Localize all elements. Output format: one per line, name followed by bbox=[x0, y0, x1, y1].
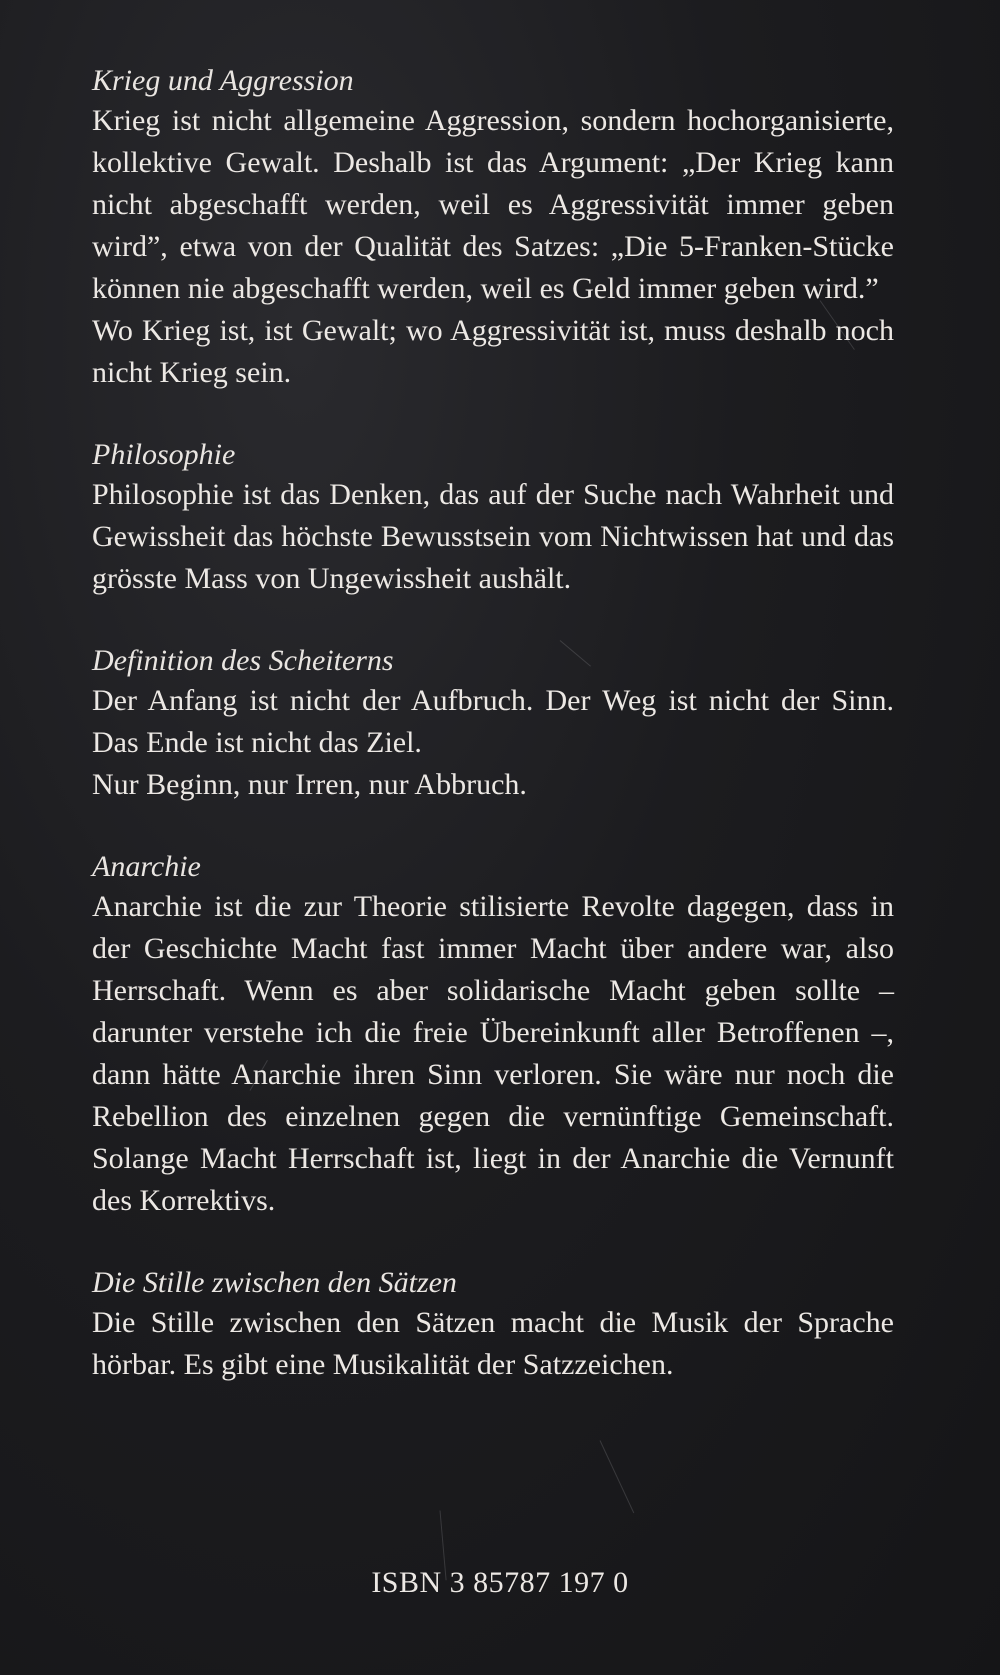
section-paragraph: Die Stille zwischen den Sätzen macht die Musik der Sprache hörbar. Es gibt eine Musikalität der Satzzeichen. bbox=[92, 1306, 894, 1381]
section-heading: Anarchie bbox=[92, 850, 201, 883]
isbn-number: ISBN 3 85787 197 0 bbox=[371, 1566, 629, 1599]
section-definition-des-scheiterns bbox=[92, 642, 894, 806]
section-paragraph: Krieg ist nicht allgemeine Aggression, sondern hochorganisierte, kollektive Gewalt. Deshalb ist das Argument: „Der Krieg kann nicht abgeschafft werden, weil es Aggressivität immer geben wird”, etwa von der Qualität des Satzes: „Die 5-Franken-Stücke können nie abgeschafft werden, weil es Geld immer geben wird.” bbox=[92, 104, 894, 305]
section-paragraph: Anarchie ist die zur Theorie stilisierte Revolte dagegen, dass in der Geschichte Macht fast immer Macht über andere war, also Herrschaft. Wenn es aber solidarische Macht geben sollte – darunter verstehe ich die freie Übereinkunft aller Betroffenen –, dann hätte Anarchie ihren Sinn verloren. Sie wäre nur noch die Rebellion des einzelnen gegen die vernünftige Gemeinschaft. Solange Macht Herrschaft ist, liegt in der Anarchie die Vernunft des Korrektivs. bbox=[92, 890, 894, 1217]
section-krieg-und-aggression bbox=[92, 62, 894, 394]
section-paragraph: Philosophie ist das Denken, das auf der Suche nach Wahrheit und Gewissheit das höchste Bewusstsein vom Nichtwissen hat und das grösste Mass von Ungewissheit aushält. bbox=[92, 478, 894, 595]
section-heading: Definition des Scheiterns bbox=[92, 644, 394, 677]
section-anarchie bbox=[92, 848, 894, 1222]
section-philosophie bbox=[92, 436, 894, 600]
scratch-mark bbox=[600, 1440, 635, 1513]
section-die-stille-zwischen-den-saetzen bbox=[92, 1264, 894, 1386]
section-paragraph: Nur Beginn, nur Irren, nur Abbruch. bbox=[92, 768, 527, 801]
section-paragraph: Wo Krieg ist, ist Gewalt; wo Aggressivität ist, muss deshalb noch nicht Krieg sein. bbox=[92, 314, 894, 389]
section-heading: Die Stille zwischen den Sätzen bbox=[92, 1266, 457, 1299]
section-heading: Krieg und Aggression bbox=[92, 64, 354, 97]
section-heading: Philosophie bbox=[92, 438, 236, 471]
text-column bbox=[92, 62, 894, 1428]
section-paragraph: Der Anfang ist nicht der Aufbruch. Der Weg ist nicht der Sinn. Das Ende ist nicht das Ziel. bbox=[92, 684, 894, 759]
